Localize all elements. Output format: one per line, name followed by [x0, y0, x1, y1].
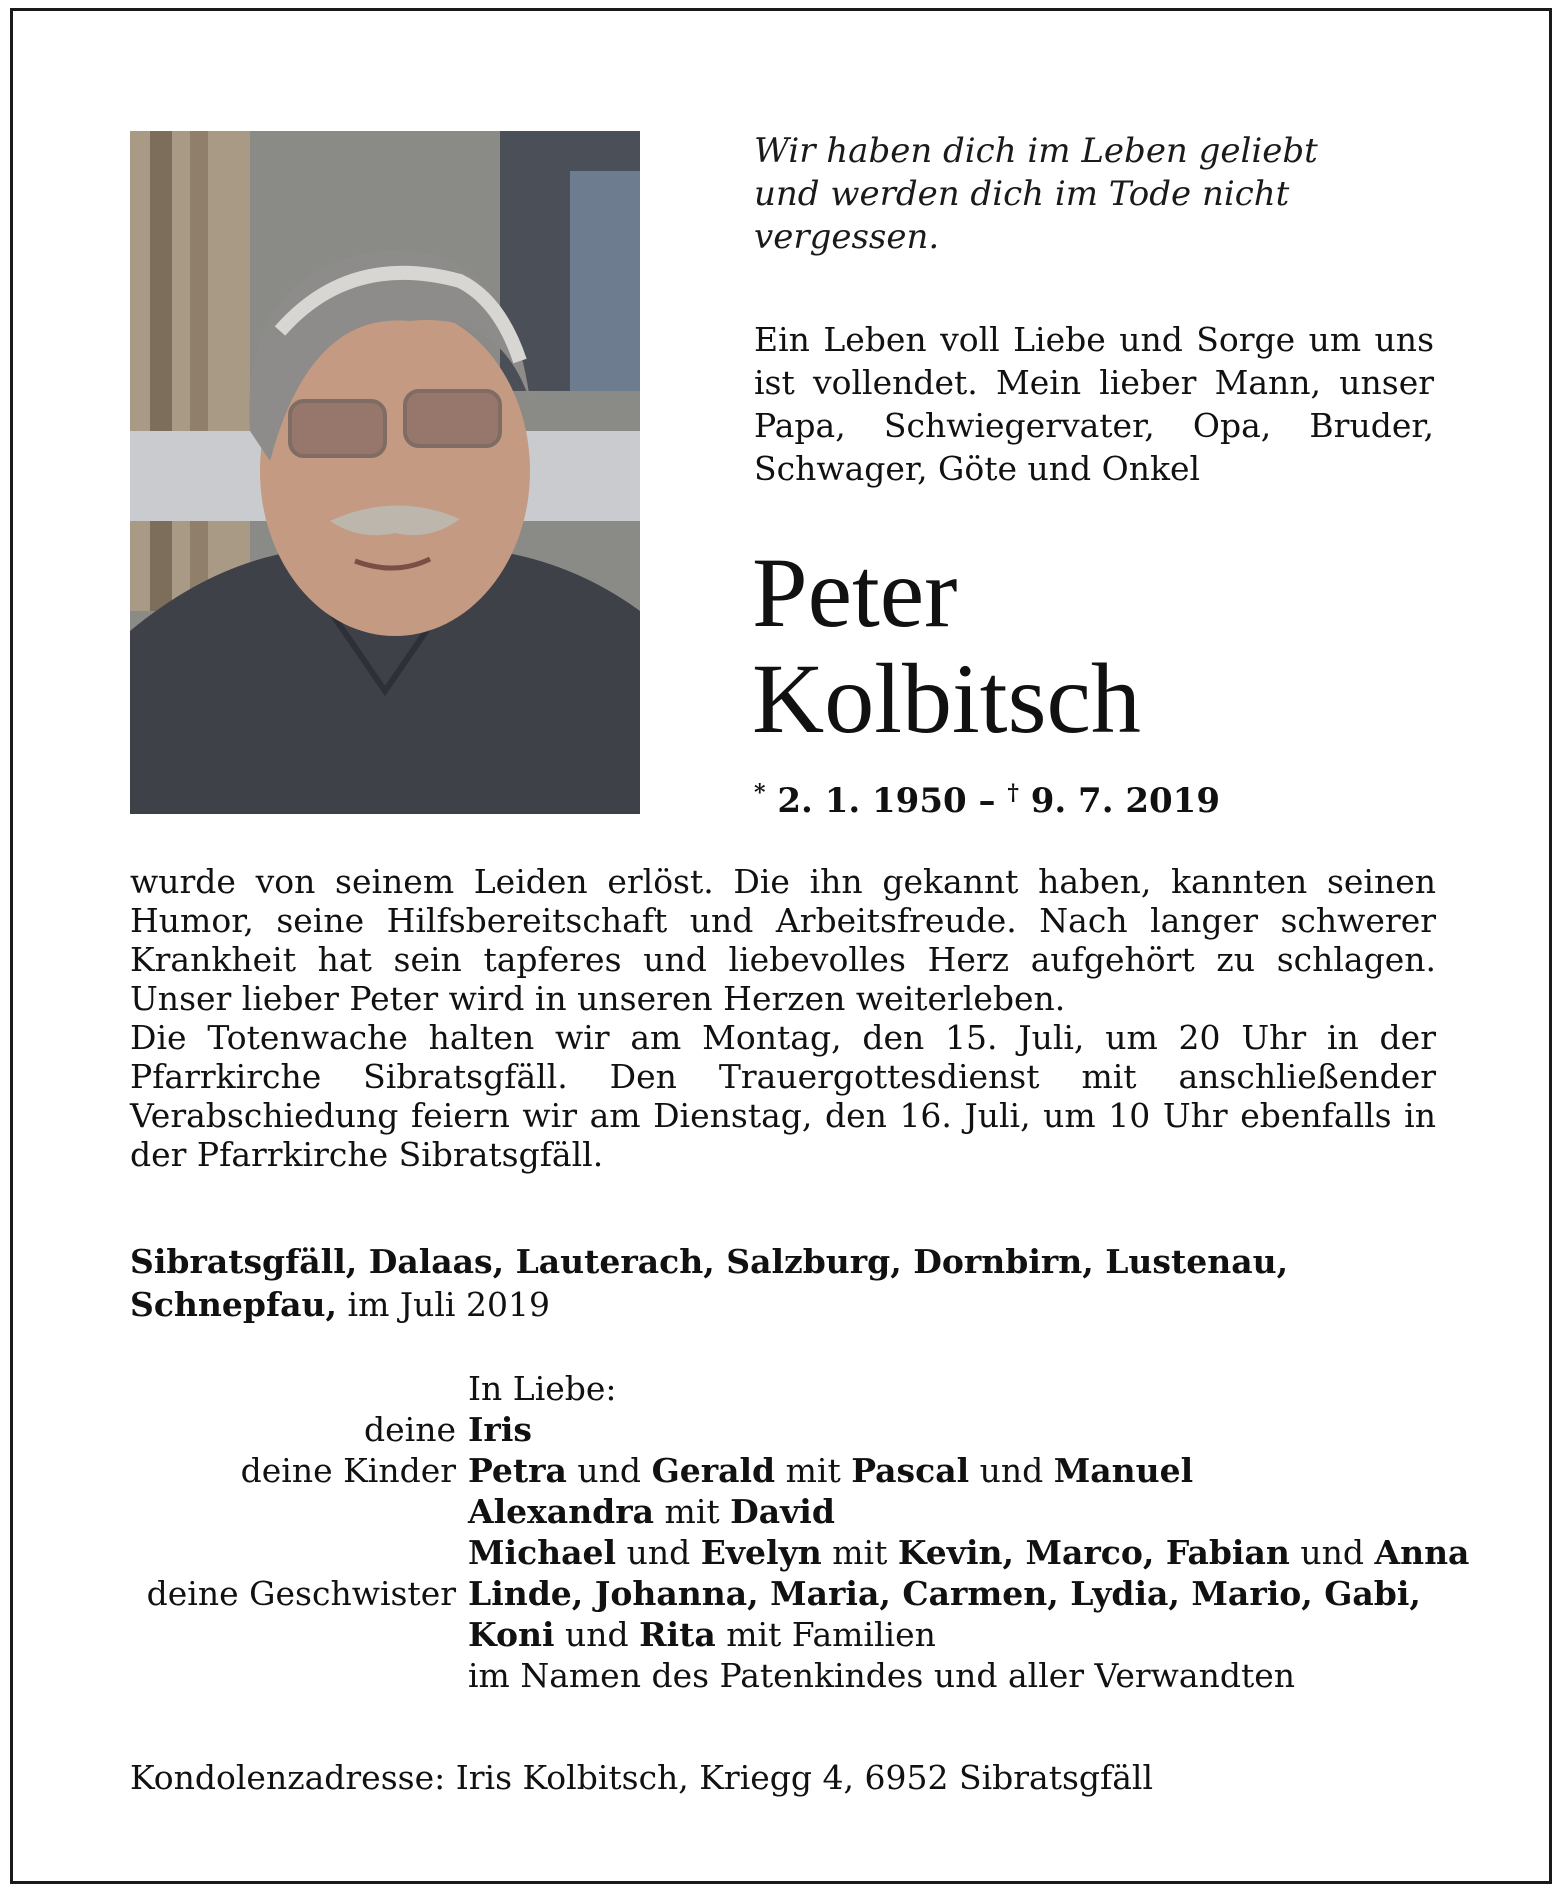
family-name-segment: und [969, 1451, 1054, 1490]
last-name: Kolbitsch [752, 643, 1141, 754]
spouse-name: Iris [468, 1410, 532, 1449]
body-paragraph-1: wurde von seinem Leiden erlöst. Die ihn gekannt haben, kannten seinen Humor, seine Hilfsbereitschaft und Arbeitsfreude. Nach langer schwerer Krankheit hat sein tapferes und liebevolles Herz aufgehört zu schlagen. Unser lieber Peter wird in unseren Herzen weiterleben. [130, 862, 1436, 1018]
children-row [130, 1491, 1510, 1532]
obituary-body [130, 862, 1436, 1174]
family-name-segment: Koni [468, 1615, 555, 1654]
family-name-segment: Linde, Johanna, Maria, Carmen, Lydia, Mario, Gabi, [468, 1574, 1421, 1613]
body-paragraph-2: Die Totenwache halten wir am Montag, den 15. Juli, um 20 Uhr in der Pfarrkirche Sibratsgfäll. Den Trauergottesdienst mit anschließender Verabschiedung feiern wir am Dienstag, den 16. Juli, um 10 Uhr ebenfalls in der Pfarrkirche Sibratsgfäll. [130, 1018, 1436, 1174]
children-label [130, 1491, 468, 1532]
birth-star-mark: * [754, 780, 766, 806]
family-name-segment: Rita [639, 1615, 716, 1654]
death-date: 9. 7. 2019 [1030, 781, 1220, 821]
children-names [468, 1450, 1510, 1491]
family-name-segment: Michael [468, 1533, 617, 1572]
siblings-row [130, 1573, 1510, 1614]
intro-text: Ein Leben voll Liebe und Sorge um uns ist vollendet. Mein lieber Mann, unser Papa, Schwiegervater, Opa, Bruder, Schwager, Göte und Onkel [754, 320, 1434, 488]
family-heading: In Liebe: [468, 1369, 617, 1408]
siblings-rows [130, 1573, 1510, 1655]
family-name-segment: Gerald [651, 1451, 776, 1490]
family-name-segment: Evelyn [700, 1533, 822, 1572]
quote-line-2: und werden dich im Tode nicht vergessen. [754, 174, 1290, 257]
family-name-segment: Petra [468, 1451, 567, 1490]
family-name-segment: mit [775, 1451, 852, 1490]
children-names [468, 1491, 1510, 1532]
place-names: Sibratsgfäll, Dalaas, Lauterach, Salzburg, Dornbirn, Lustenau, Schnepfau, [130, 1242, 1289, 1324]
children-names [468, 1532, 1510, 1573]
family-name-segment: mit [821, 1533, 898, 1572]
death-cross-mark: † [1007, 780, 1019, 806]
family-name-segment: und [566, 1451, 652, 1490]
family-heading-row [130, 1368, 1510, 1409]
memorial-quote [754, 130, 1474, 259]
family-name-segment: Kevin, Marco, Fabian [897, 1533, 1290, 1572]
family-name-segment: und [554, 1615, 640, 1654]
siblings-names [468, 1573, 1510, 1614]
birth-date: 2. 1. 1950 – [777, 781, 996, 821]
family-name-segment: und [1289, 1533, 1375, 1572]
portrait-photo [130, 131, 640, 814]
family-name-segment: mit Familien [715, 1615, 936, 1654]
condolence-address: Kondolenzadresse: Iris Kolbitsch, Kriegg 4, 6952 Sibratsgfäll [130, 1758, 1154, 1797]
family-name-segment: Manuel [1053, 1451, 1194, 1490]
quote-line-1: Wir haben dich im Leben geliebt [754, 131, 1318, 171]
closing-row [130, 1655, 1510, 1696]
family-closing: im Namen des Patenkindes und aller Verwandten [468, 1656, 1295, 1695]
family-list [130, 1368, 1510, 1696]
siblings-row [130, 1614, 1510, 1655]
family-name-segment: und [616, 1533, 701, 1572]
children-label [130, 1532, 468, 1573]
life-dates [754, 780, 1220, 821]
siblings-label [130, 1614, 468, 1655]
children-row [130, 1532, 1510, 1573]
spouse-row [130, 1409, 1510, 1450]
family-name-segment: David [730, 1492, 835, 1531]
siblings-label: deine Geschwister [146, 1574, 456, 1613]
family-name-segment: Alexandra [468, 1492, 655, 1531]
children-label: deine Kinder [240, 1451, 456, 1490]
family-name-segment: mit [654, 1492, 731, 1531]
deceased-name [752, 537, 1141, 754]
children-row [130, 1450, 1510, 1491]
place-date: im Juli 2019 [347, 1285, 550, 1324]
siblings-names [468, 1614, 1510, 1655]
family-name-segment: Pascal [851, 1451, 970, 1490]
spouse-label: deine [364, 1410, 456, 1449]
first-name: Peter [752, 537, 958, 648]
family-name-segment: Anna [1374, 1533, 1470, 1572]
children-rows [130, 1450, 1510, 1573]
places-line [130, 1240, 1450, 1326]
